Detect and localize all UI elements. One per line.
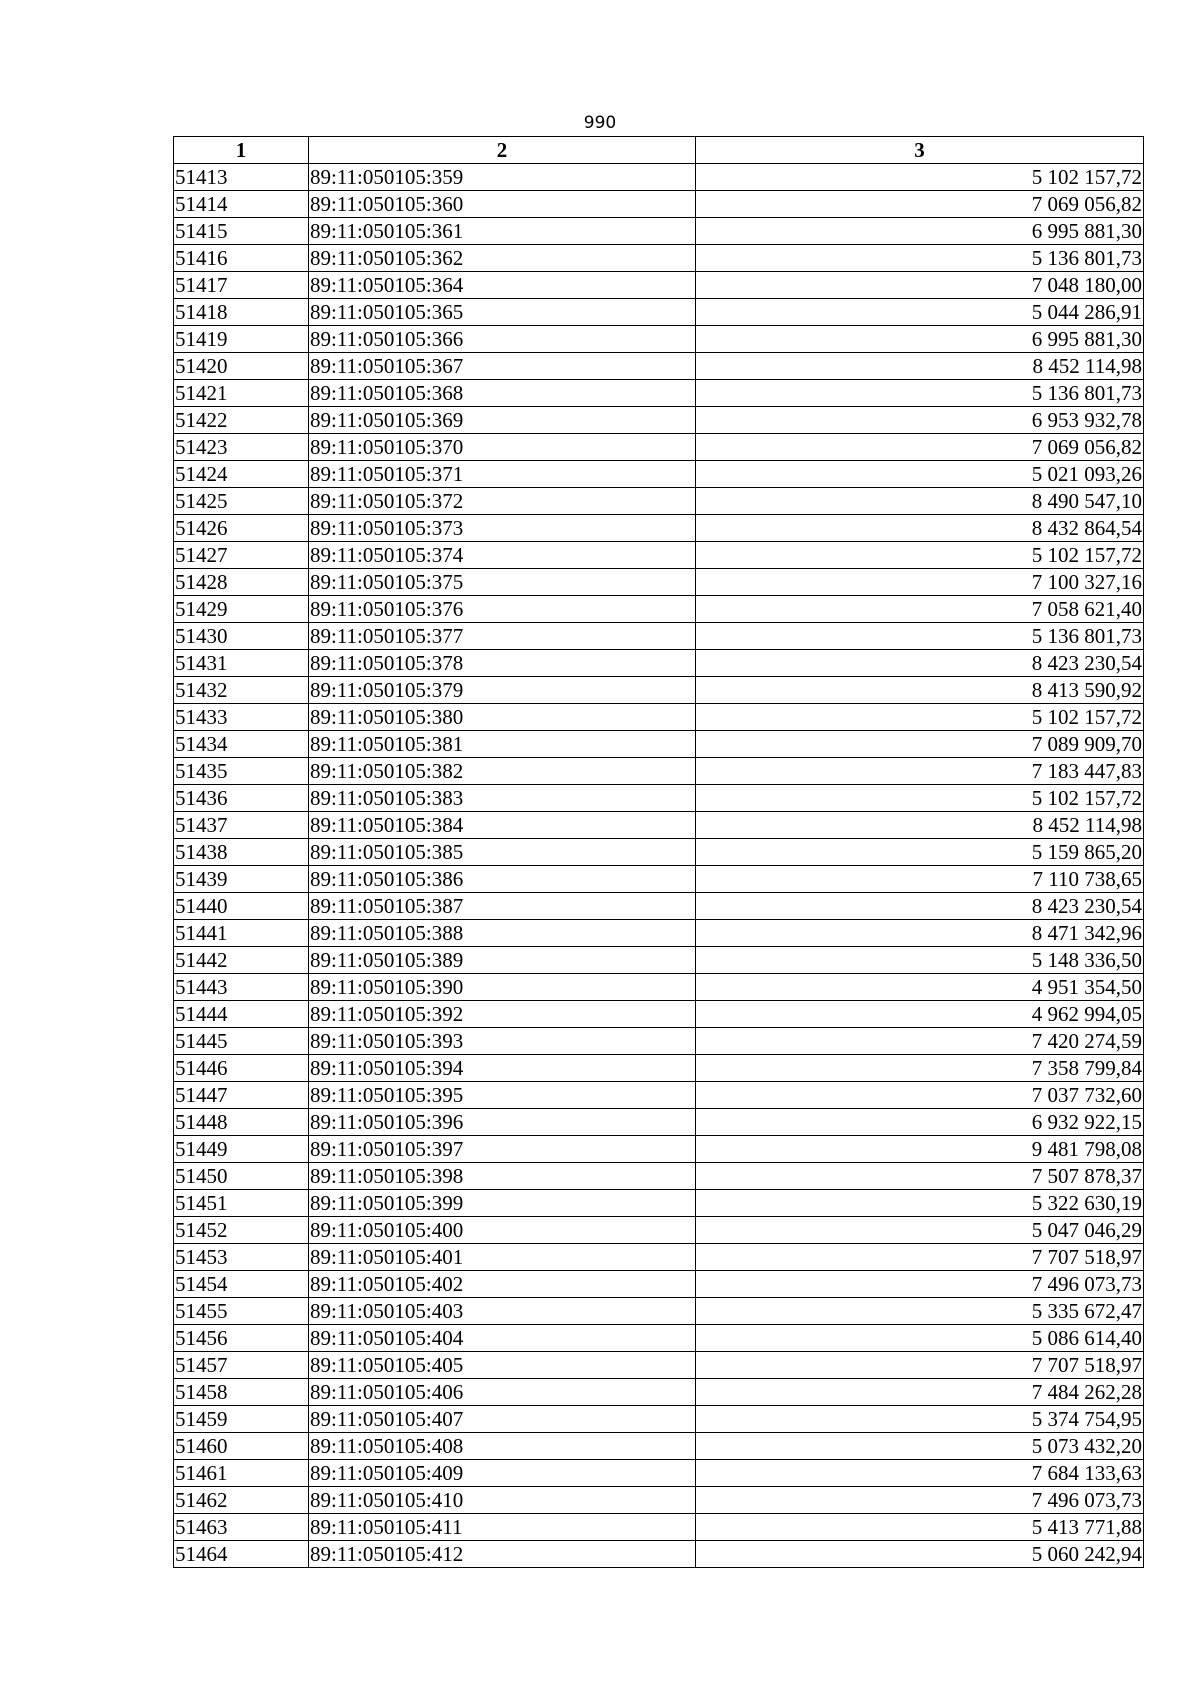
row-number-cell: 51427 [174,542,309,569]
table-row [174,164,1144,191]
table-row [174,866,1144,893]
cadastral-value-cell: 9 481 798,08 [696,1136,1144,1163]
table-body [174,164,1144,1568]
cadastral-value-cell: 5 060 242,94 [696,1541,1144,1568]
table-header [174,137,1144,164]
table-row [174,1433,1144,1460]
table-row [174,569,1144,596]
cadastral-number-cell: 89:11:050105:408 [309,1433,696,1460]
row-number-cell: 51441 [174,920,309,947]
cadastral-number-cell: 89:11:050105:396 [309,1109,696,1136]
table-row [174,1109,1144,1136]
cadastral-value-cell: 7 037 732,60 [696,1082,1144,1109]
row-number-cell: 51430 [174,623,309,650]
cadastral-number-cell: 89:11:050105:404 [309,1325,696,1352]
table-row [174,1028,1144,1055]
cadastral-number-cell: 89:11:050105:386 [309,866,696,893]
cadastral-number-cell: 89:11:050105:362 [309,245,696,272]
row-number-cell: 51449 [174,1136,309,1163]
row-number-cell: 51462 [174,1487,309,1514]
table-row [174,1244,1144,1271]
cadastral-number-cell: 89:11:050105:388 [309,920,696,947]
row-number-cell: 51426 [174,515,309,542]
cadastral-value-cell: 8 432 864,54 [696,515,1144,542]
table-row [174,407,1144,434]
row-number-cell: 51447 [174,1082,309,1109]
cadastral-value-cell: 7 100 327,16 [696,569,1144,596]
cadastral-value-cell: 5 136 801,73 [696,245,1144,272]
cadastral-number-cell: 89:11:050105:410 [309,1487,696,1514]
cadastral-number-cell: 89:11:050105:366 [309,326,696,353]
cadastral-value-cell: 8 423 230,54 [696,893,1144,920]
row-number-cell: 51458 [174,1379,309,1406]
table-row [174,1487,1144,1514]
cadastral-value-cell: 5 322 630,19 [696,1190,1144,1217]
cadastral-number-cell: 89:11:050105:374 [309,542,696,569]
table-row [174,947,1144,974]
row-number-cell: 51414 [174,191,309,218]
row-number-cell: 51429 [174,596,309,623]
table-row [174,839,1144,866]
row-number-cell: 51455 [174,1298,309,1325]
cadastral-value-cell: 5 136 801,73 [696,623,1144,650]
table-row [174,1082,1144,1109]
column-header-3: 3 [696,137,1144,164]
table-row [174,326,1144,353]
row-number-cell: 51457 [174,1352,309,1379]
row-number-cell: 51421 [174,380,309,407]
cadastral-value-cell: 8 413 590,92 [696,677,1144,704]
table-row [174,677,1144,704]
cadastral-value-cell: 8 452 114,98 [696,353,1144,380]
cadastral-number-cell: 89:11:050105:373 [309,515,696,542]
cadastral-value-cell: 7 420 274,59 [696,1028,1144,1055]
cadastral-number-cell: 89:11:050105:372 [309,488,696,515]
cadastral-number-cell: 89:11:050105:375 [309,569,696,596]
cadastral-value-cell: 8 471 342,96 [696,920,1144,947]
cadastral-number-cell: 89:11:050105:378 [309,650,696,677]
cadastral-value-cell: 5 413 771,88 [696,1514,1144,1541]
cadastral-value-cell: 5 374 754,95 [696,1406,1144,1433]
row-number-cell: 51436 [174,785,309,812]
table-row [174,1163,1144,1190]
table-row [174,353,1144,380]
table-row [174,1190,1144,1217]
cadastral-number-cell: 89:11:050105:402 [309,1271,696,1298]
row-number-cell: 51448 [174,1109,309,1136]
cadastral-value-cell: 7 507 878,37 [696,1163,1144,1190]
row-number-cell: 51431 [174,650,309,677]
table-row [174,1352,1144,1379]
cadastral-value-cell: 5 102 157,72 [696,164,1144,191]
table-row [174,542,1144,569]
row-number-cell: 51450 [174,1163,309,1190]
table-row [174,245,1144,272]
cadastral-value-cell: 5 073 432,20 [696,1433,1144,1460]
table-row [174,1136,1144,1163]
row-number-cell: 51415 [174,218,309,245]
cadastral-value-cell: 7 684 133,63 [696,1460,1144,1487]
table-row [174,515,1144,542]
row-number-cell: 51453 [174,1244,309,1271]
table-row [174,974,1144,1001]
cadastral-number-cell: 89:11:050105:392 [309,1001,696,1028]
row-number-cell: 51419 [174,326,309,353]
cadastral-value-cell: 7 707 518,97 [696,1352,1144,1379]
cadastral-value-cell: 5 159 865,20 [696,839,1144,866]
row-number-cell: 51464 [174,1541,309,1568]
row-number-cell: 51454 [174,1271,309,1298]
row-number-cell: 51432 [174,677,309,704]
table-row [174,920,1144,947]
row-number-cell: 51446 [174,1055,309,1082]
table-row [174,1001,1144,1028]
cadastral-number-cell: 89:11:050105:397 [309,1136,696,1163]
row-number-cell: 51422 [174,407,309,434]
cadastral-number-cell: 89:11:050105:406 [309,1379,696,1406]
cadastral-number-cell: 89:11:050105:412 [309,1541,696,1568]
cadastral-value-cell: 7 496 073,73 [696,1271,1144,1298]
row-number-cell: 51443 [174,974,309,1001]
row-number-cell: 51420 [174,353,309,380]
row-number-cell: 51459 [174,1406,309,1433]
table-row [174,488,1144,515]
row-number-cell: 51439 [174,866,309,893]
cadastral-value-cell: 6 953 932,78 [696,407,1144,434]
row-number-cell: 51442 [174,947,309,974]
page-number: 990 [583,113,617,133]
cadastral-value-cell: 8 490 547,10 [696,488,1144,515]
table-row [174,299,1144,326]
row-number-cell: 51440 [174,893,309,920]
table-row [174,758,1144,785]
cadastral-value-cell: 4 951 354,50 [696,974,1144,1001]
column-header-2: 2 [309,137,696,164]
cadastral-number-cell: 89:11:050105:365 [309,299,696,326]
cadastral-number-cell: 89:11:050105:369 [309,407,696,434]
cadastral-value-cell: 8 423 230,54 [696,650,1144,677]
cadastral-number-cell: 89:11:050105:407 [309,1406,696,1433]
cadastral-number-cell: 89:11:050105:398 [309,1163,696,1190]
cadastral-value-cell: 7 183 447,83 [696,758,1144,785]
row-number-cell: 51434 [174,731,309,758]
row-number-cell: 51461 [174,1460,309,1487]
cadastral-number-cell: 89:11:050105:411 [309,1514,696,1541]
cadastral-value-cell: 7 707 518,97 [696,1244,1144,1271]
cadastral-number-cell: 89:11:050105:389 [309,947,696,974]
table-row [174,272,1144,299]
row-number-cell: 51425 [174,488,309,515]
cadastral-number-cell: 89:11:050105:401 [309,1244,696,1271]
cadastral-number-cell: 89:11:050105:380 [309,704,696,731]
row-number-cell: 51452 [174,1217,309,1244]
cadastral-number-cell: 89:11:050105:361 [309,218,696,245]
cadastral-value-cell: 7 048 180,00 [696,272,1144,299]
table-row [174,1379,1144,1406]
row-number-cell: 51435 [174,758,309,785]
row-number-cell: 51423 [174,434,309,461]
row-number-cell: 51417 [174,272,309,299]
cadastral-value-cell: 5 086 614,40 [696,1325,1144,1352]
cadastral-value-cell: 7 110 738,65 [696,866,1144,893]
cadastral-number-cell: 89:11:050105:387 [309,893,696,920]
cadastral-value-cell: 7 089 909,70 [696,731,1144,758]
table-row [174,218,1144,245]
cadastral-number-cell: 89:11:050105:371 [309,461,696,488]
cadastral-number-cell: 89:11:050105:364 [309,272,696,299]
cadastral-number-cell: 89:11:050105:368 [309,380,696,407]
cadastral-value-cell: 5 102 157,72 [696,785,1144,812]
row-number-cell: 51428 [174,569,309,596]
cadastral-value-cell: 5 047 046,29 [696,1217,1144,1244]
cadastral-value-cell: 5 136 801,73 [696,380,1144,407]
row-number-cell: 51438 [174,839,309,866]
cadastral-number-cell: 89:11:050105:385 [309,839,696,866]
cadastral-number-cell: 89:11:050105:390 [309,974,696,1001]
cadastral-value-cell: 5 021 093,26 [696,461,1144,488]
cadastral-value-cell: 5 102 157,72 [696,542,1144,569]
cadastral-number-cell: 89:11:050105:400 [309,1217,696,1244]
cadastral-number-cell: 89:11:050105:382 [309,758,696,785]
cadastral-value-cell: 7 058 621,40 [696,596,1144,623]
cadastral-number-cell: 89:11:050105:360 [309,191,696,218]
cadastral-number-cell: 89:11:050105:379 [309,677,696,704]
cadastral-value-cell: 7 496 073,73 [696,1487,1144,1514]
table-row [174,1298,1144,1325]
table-row [174,785,1144,812]
header-row [174,137,1144,164]
table-row [174,704,1144,731]
row-number-cell: 51444 [174,1001,309,1028]
table-row [174,434,1144,461]
cadastral-value-cell: 6 932 922,15 [696,1109,1144,1136]
table-row [174,596,1144,623]
table-row [174,731,1144,758]
table-row [174,1055,1144,1082]
row-number-cell: 51413 [174,164,309,191]
cadastral-value-cell: 7 069 056,82 [696,191,1144,218]
row-number-cell: 51418 [174,299,309,326]
cadastral-value-cell: 6 995 881,30 [696,326,1144,353]
cadastral-number-cell: 89:11:050105:384 [309,812,696,839]
table-row [174,461,1144,488]
cadastral-number-cell: 89:11:050105:377 [309,623,696,650]
row-number-cell: 51460 [174,1433,309,1460]
cadastral-number-cell: 89:11:050105:393 [309,1028,696,1055]
cadastral-number-cell: 89:11:050105:370 [309,434,696,461]
table-row [174,1460,1144,1487]
cadastral-number-cell: 89:11:050105:409 [309,1460,696,1487]
table-row [174,650,1144,677]
cadastral-value-cell: 5 335 672,47 [696,1298,1144,1325]
cadastral-value-cell: 7 069 056,82 [696,434,1144,461]
table-row [174,1406,1144,1433]
table-row [174,1217,1144,1244]
cadastral-number-cell: 89:11:050105:405 [309,1352,696,1379]
cadastral-number-cell: 89:11:050105:383 [309,785,696,812]
table-row [174,623,1144,650]
cadastral-value-cell: 7 358 799,84 [696,1055,1144,1082]
table-row [174,380,1144,407]
cadastral-number-cell: 89:11:050105:381 [309,731,696,758]
row-number-cell: 51433 [174,704,309,731]
cadastral-value-table [173,136,1144,1568]
table-row [174,812,1144,839]
cadastral-value-cell: 5 148 336,50 [696,947,1144,974]
cadastral-value-cell: 7 484 262,28 [696,1379,1144,1406]
row-number-cell: 51445 [174,1028,309,1055]
table-row [174,1271,1144,1298]
row-number-cell: 51416 [174,245,309,272]
cadastral-value-cell: 5 102 157,72 [696,704,1144,731]
cadastral-number-cell: 89:11:050105:376 [309,596,696,623]
table-row [174,1325,1144,1352]
cadastral-number-cell: 89:11:050105:395 [309,1082,696,1109]
row-number-cell: 51463 [174,1514,309,1541]
table-row [174,1541,1144,1568]
cadastral-number-cell: 89:11:050105:403 [309,1298,696,1325]
table-row [174,1514,1144,1541]
cadastral-number-cell: 89:11:050105:359 [309,164,696,191]
cadastral-number-cell: 89:11:050105:394 [309,1055,696,1082]
cadastral-value-cell: 4 962 994,05 [696,1001,1144,1028]
row-number-cell: 51456 [174,1325,309,1352]
cadastral-number-cell: 89:11:050105:399 [309,1190,696,1217]
table-row [174,191,1144,218]
row-number-cell: 51451 [174,1190,309,1217]
cadastral-number-cell: 89:11:050105:367 [309,353,696,380]
row-number-cell: 51437 [174,812,309,839]
cadastral-value-cell: 5 044 286,91 [696,299,1144,326]
cadastral-value-cell: 8 452 114,98 [696,812,1144,839]
row-number-cell: 51424 [174,461,309,488]
cadastral-value-cell: 6 995 881,30 [696,218,1144,245]
column-header-1: 1 [174,137,309,164]
table-row [174,893,1144,920]
